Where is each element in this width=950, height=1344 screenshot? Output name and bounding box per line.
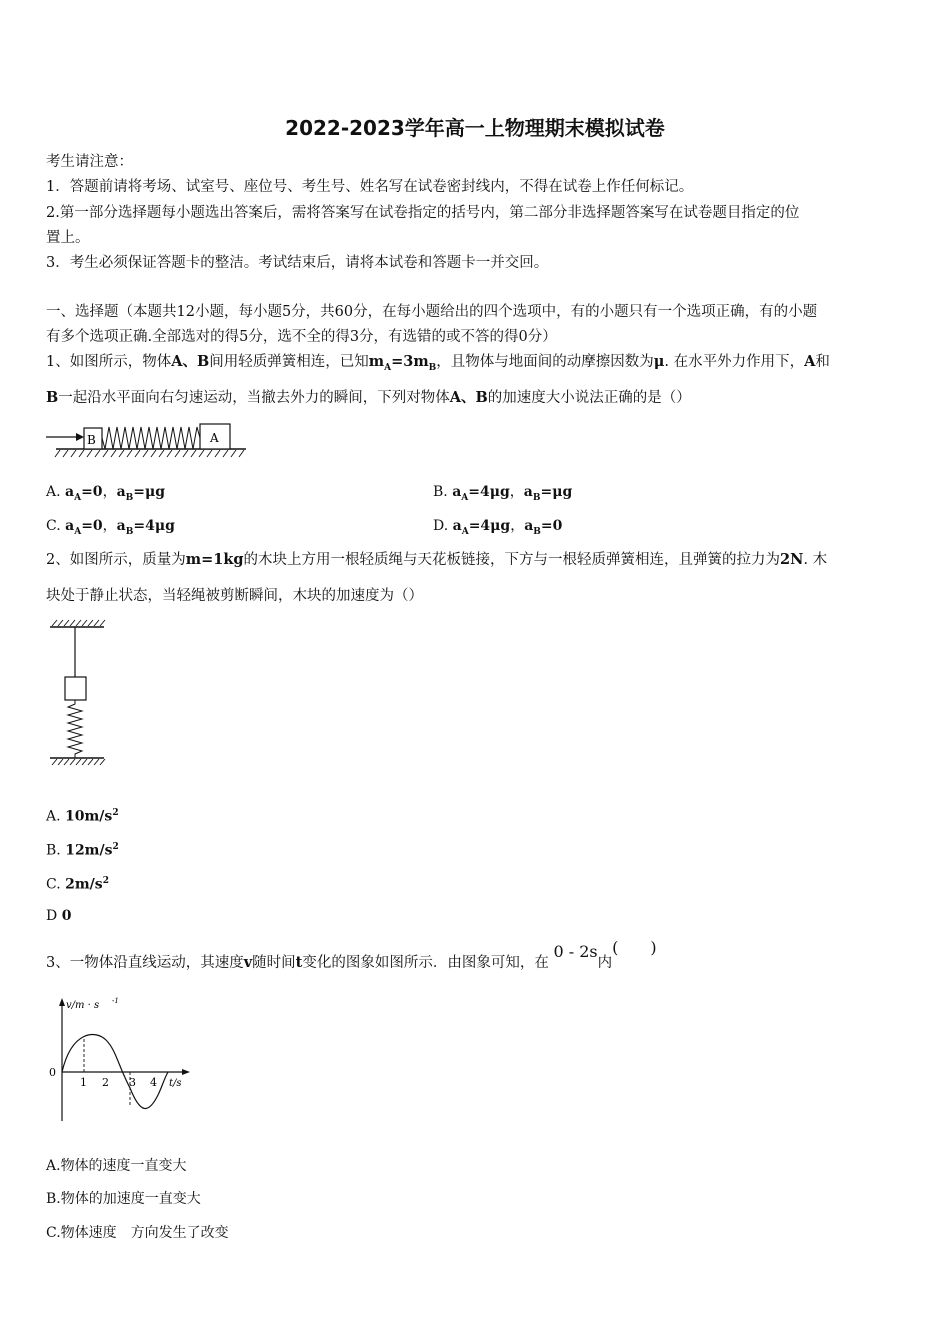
q1-option-a: A. $a_A=0$，$a_B=\mu g$ [46, 484, 166, 503]
notice-item-2a: 2.第一部分选择题每小题选出答案后，需将答案写在试卷指定的括号内，第二部分非选择题答案写在试卷题目指定的位 [46, 205, 800, 221]
notice-heading: 考生请注意： [46, 154, 133, 170]
q2-stem-line1: 2、如图所示，质量为m=1kg的木块上方用一根轻质绳与天花板链接，下方与一根轻质弹簧相连，且弹簧的拉力为2N. 木 [46, 551, 828, 568]
q1-option-b: B. $a_A=4\mu g$，$a_B=\mu g$ [433, 484, 573, 503]
notice-item-3: 3．考生必须保证答题卡的整洁。考试结束后，请将本试卷和答题卡一并交回。 [46, 255, 549, 271]
svg-text:4: 4 [150, 1076, 157, 1089]
q3-option-a: A.物体的速度一直变大 [46, 1158, 187, 1174]
section-intro-line2: 有多个选项正确.全部选对的得5分，选不全的得3分，有选错的或不答的得0分） [46, 329, 557, 345]
q3-stem: 3、一物体沿直线运动，其速度v随时间t变化的图象如图所示．由图象可知，在 0 - 2s内( ) [46, 938, 657, 971]
q1-stem-line1: 1、如图所示，物体A、B间用轻质弹簧相连，已知$m_A=3m_B$，且物体与地面间的动摩擦因数为μ. 在水平外力作用下，A和 [46, 353, 830, 373]
svg-text:3: 3 [129, 1076, 136, 1089]
svg-text:1: 1 [80, 1076, 87, 1089]
svg-text:v/m · s: v/m · s [66, 1000, 100, 1011]
q2-option-c: C. $2m/s^2$ [46, 876, 109, 893]
svg-text:2: 2 [102, 1076, 109, 1089]
q3-option-b: B.物体的加速度一直变大 [46, 1191, 201, 1207]
page-title: 2022-2023学年高一上物理期末模拟试卷 [285, 116, 665, 140]
notice-item-2b: 置上。 [46, 230, 90, 246]
q2-option-b: B. $12m/s^2$ [46, 842, 119, 859]
q3-option-c: C.物体速度 方向发生了改变 [46, 1225, 229, 1241]
svg-text:A: A [210, 431, 219, 445]
q2-stem-line2: 块处于静止状态，当轻绳被剪断瞬间，木块的加速度为（） [46, 588, 423, 604]
svg-text:-1: -1 [112, 997, 119, 1005]
q1-option-d: D. $a_A=4\mu g$，$a_B=0$ [433, 518, 563, 537]
svg-text:B: B [87, 433, 96, 447]
q1-stem-line2: B一起沿水平面向右匀速运动，当撤去外力的瞬间，下列对物体A、B的加速度大小说法正确的是（） [46, 389, 691, 406]
svg-text:0: 0 [49, 1066, 56, 1079]
q1-option-c: C. $a_A=0$，$a_B=4\mu g$ [46, 518, 175, 537]
notice-item-1: 1．答题前请将考场、试室号、座位号、考生号、姓名写在试卷密封线内，不得在试卷上作任何标记。 [46, 179, 694, 195]
q2-option-a: A. $10m/s^2$ [46, 808, 119, 825]
q1-spring-blocks-figure [46, 418, 250, 460]
section-intro-line1: 一、选择题（本题共12小题，每小题5分，共60分，在每小题给出的四个选项中，有的小题只有一个选项正确，有的小题 [46, 304, 818, 320]
q3-interval: 0 - 2s [553, 942, 598, 961]
svg-text:t/s: t/s [169, 1078, 182, 1089]
q2-option-d: D 0 [46, 908, 72, 924]
q2-hanging-block-figure [46, 618, 108, 768]
q3-velocity-time-graph [44, 995, 194, 1123]
